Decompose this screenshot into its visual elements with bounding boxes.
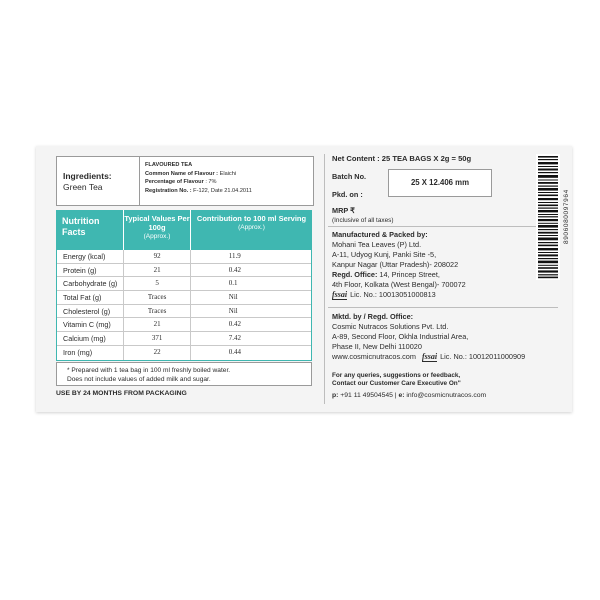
mktd-website: www.cosmicnutracos.com [332,352,416,361]
mrp-label: MRP ₹ [332,206,355,215]
table-row [57,305,311,319]
flavour-details [145,161,310,195]
ingredients-label: Ingredients: [63,171,112,181]
mfg-line-2: A-11, Udyog Kunj, Panki Site -5, [332,250,437,259]
ingredients-divider [139,157,140,205]
query-line-2: Contact our Customer Care Executive On" [332,380,461,387]
email-address: info@cosmicnutracos.com [404,392,487,399]
nutrient-name: Calcium (mg) [57,332,124,345]
header-contribution-label: Contribution to 100 ml Serving [196,214,307,223]
note-line-1: * Prepared with 1 tea bag in 100 ml freshly boiled water. [67,367,231,374]
nutrient-serving: Nil [228,293,238,302]
nutrient-name: Carbohydrate (g) [57,277,124,290]
separator-line [328,307,558,308]
nutrient-per100g: 22 [124,346,190,360]
mktd-title: Mktd. by / Regd. Office: [332,312,414,321]
nutrient-per100g: 371 [124,332,190,345]
table-row [57,332,311,346]
nutrient-per100g: Traces [124,305,190,318]
mktd-line-3: Phase II, New Delhi 110020 [332,342,422,351]
percentage-line [145,178,310,187]
percentage-label: Percentage of Flavour [145,179,204,186]
mktd-line-2: A-89, Second Floor, Okhla Industrial Area, [332,332,469,341]
registration-line [145,187,310,196]
common-name-value: Elaichi [218,170,237,177]
header-nutrition-facts: Nutrition Facts [56,210,124,250]
nutrient-per100g: 21 [124,318,190,331]
nutrition-table [56,210,312,361]
header-typical-values [124,210,191,250]
marketer-block [332,312,562,362]
nutrient-name: Total Fat (g) [57,291,124,304]
flavour-title: FLAVOURED TEA [145,162,193,168]
ingredients-value: Green Tea [63,182,103,192]
phone-label: p: [332,392,339,399]
common-name-line [145,170,310,179]
regd-label: Regd. Office: [332,270,378,279]
use-by-text: USE BY 24 MONTHS FROM PACKAGING [56,390,187,397]
separator-line [328,226,558,227]
nutrient-per100g: 5 [124,277,190,290]
query-line-1: For any queries, suggestions or feedback, [332,372,461,379]
nutrient-per100g: 92 [124,250,190,263]
barcode-number: 8906080097964 [563,189,570,245]
nutrition-rows [56,250,312,361]
header-contribution-sub: (Approx.) [238,224,265,231]
table-row [57,291,311,305]
nutrient-name: Energy (kcal) [57,250,124,263]
nutrient-name: Protein (g) [57,264,124,277]
fssai-logo: fssai [421,352,438,361]
table-row [57,277,311,291]
net-content: Net Content : 25 TEA BAGS X 2g = 50g [332,154,472,163]
label-panel [36,146,572,412]
phone-number: +91 11 49504545 | [338,392,399,399]
nutrient-per100g: Traces [124,291,190,304]
table-row [57,318,311,332]
nutrient-serving: 11.9 [228,252,241,260]
nutrient-name: Vitamin C (mg) [57,318,124,331]
ingredients-block [63,171,135,193]
ingredients-box [56,156,314,206]
column-divider [324,154,325,404]
registration-label: Registration No. : [145,187,192,194]
email-label: e: [398,392,405,399]
mktd-line-1: Cosmic Nutracos Solutions Pvt. Ltd. [332,322,449,331]
preparation-note [56,362,312,386]
mfg-line-3: Kanpur Nagar (Uttar Pradesh)- 208022 [332,260,459,269]
nutrient-per100g: 21 [124,264,190,277]
table-row [57,264,311,278]
regd-line-1: 14, Princep Street, [377,270,440,279]
barcode-icon [536,154,560,280]
print-area-box: 25 X 12.406 mm [388,169,492,197]
header-contribution [191,210,312,250]
regd-line-2: 4th Floor, Kolkata (West Bengal)- 700072 [332,280,466,289]
table-row [57,346,311,360]
pkd-label: Pkd. on : [332,190,363,199]
nutrient-name: Iron (mg) [57,346,124,360]
common-name-label: Common Name of Flavour : [145,170,219,177]
nutrient-serving: 0.42 [228,320,242,329]
header-typical-values-sub: (Approx.) [143,233,171,240]
nutrient-serving: 0.44 [228,347,242,356]
batch-label: Batch No. [332,172,367,181]
header-typical-values-label: Typical Values Per 100g [124,214,190,232]
mfg-title: Manufactured & Packed by: [332,230,428,239]
mrp-note: (Inclusive of all taxes) [332,217,394,224]
license-1: Lic. No.: 10013051000813 [350,290,436,299]
nutrition-header [56,210,312,250]
fssai-logo: fssai [332,290,348,299]
nutrient-serving: Nil [228,306,238,315]
table-row [57,250,311,264]
nutrient-serving: 7.42 [228,334,242,343]
percentage-value: : 7% [203,179,217,186]
contact-line [332,391,486,401]
nutrient-serving: 0.42 [228,265,242,274]
manufacturer-block [332,230,542,300]
note-line-2: Does not include values of added milk and sugar. [67,376,211,383]
registration-value: F-122, Date 21.04.2011 [191,187,252,194]
nutrient-serving: 0.1 [228,279,238,288]
mfg-line-1: Mohani Tea Leaves (P) Ltd. [332,240,422,249]
license-2: Lic. No.: 10012011000909 [440,352,526,361]
nutrient-name: Cholesterol (g) [57,305,124,318]
query-text [332,372,557,388]
